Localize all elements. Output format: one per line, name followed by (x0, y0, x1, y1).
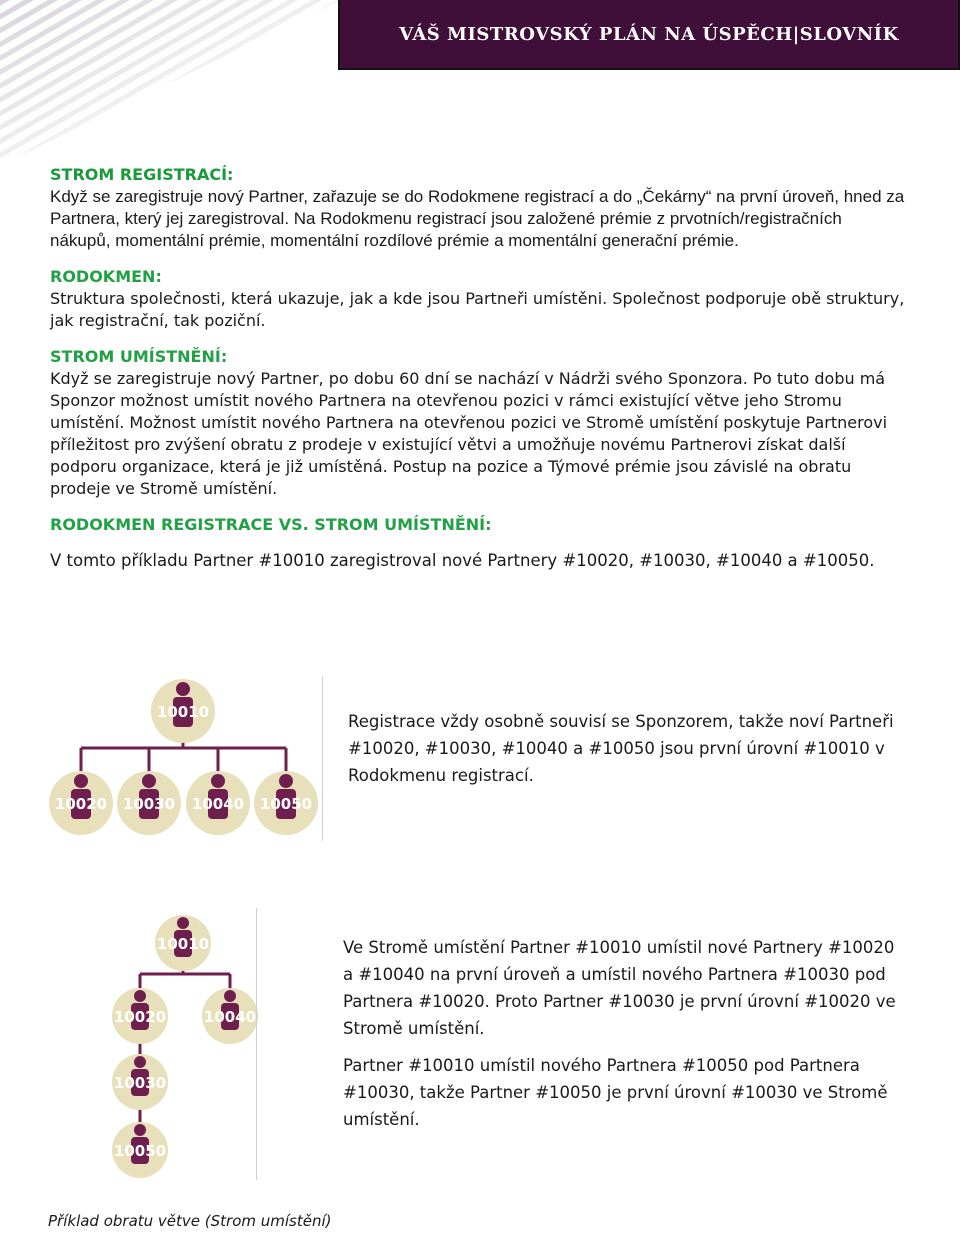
description-text: Registrace vždy osobně souvisí se Sponzorem, takže noví Partneři #10020, #10030, #10040 a #10050 jsou první úrovní #10010 v Rodokmenu registrací. (348, 712, 894, 785)
corner-stripe-pattern (0, 0, 340, 165)
registration-tree-diagram (46, 676, 324, 841)
header-title: VÁŠ MISTROVSKÝ PLÁN NA ÚSPĚCH|SLOVNÍK (399, 23, 899, 45)
section-strom-registraci (50, 164, 906, 252)
header-bar (338, 0, 960, 70)
node-label: 10050 (113, 1142, 167, 1160)
tree-node (254, 771, 318, 835)
section-heading: STROM UMÍSTNĚNÍ: (50, 347, 228, 366)
tree-node (112, 988, 168, 1044)
divider-line (322, 676, 323, 841)
tree-node (155, 915, 211, 971)
registration-description (348, 708, 908, 789)
content (50, 164, 906, 586)
section-strom-umistneni (50, 346, 906, 500)
figure-caption: Příklad obratu větve (Strom umístění) (48, 1212, 332, 1230)
tree-node (117, 771, 181, 835)
tree-node (202, 988, 258, 1044)
section-text: Struktura společnosti, která ukazuje, jak a kde jsou Partneři umístěni. Společnost podporuje obě struktury, jak registrační, tak poziční. (50, 289, 905, 330)
node-label: 10050 (259, 795, 313, 813)
divider-line (256, 908, 257, 1180)
section-heading: STROM REGISTRACÍ: (50, 165, 234, 184)
node-label: 10020 (54, 795, 108, 813)
description-text: Ve Stromě umístění Partner #10010 umístil nové Partnery #10020 a #10040 na první úroveň a umístil nového Partnera #10030 pod Partnera #10020. Proto Partner #10030 je první úrovní #10020 ve Stromě umístění. (343, 938, 896, 1038)
tree-node (186, 771, 250, 835)
section-rodokmen-vs (50, 514, 906, 572)
tree-node (112, 1122, 168, 1178)
section-text: Když se zaregistruje nový Partner, po dobu 60 dní se nachází v Nádrži svého Sponzora. Po tuto dobu má Sponzor možnost umístit nového Partnera na otevřenou pozici v rámci existující větve jeho Stromu umístění. Možnost umístit nového Partnera na otevřenou pozici ve Stromě umístění poskytuje Partnerovi příležitost pro zvýšení obratu z prodeje v existující větvi a umožňuje novému Partnerovi získat další podporu organizace, která je již umístěná. Postup na pozice a Týmové prémie jsou závislé na obratu prodeje ve Stromě umístění. (50, 369, 888, 498)
placement-description (343, 934, 903, 1133)
section-text: Když se zaregistruje nový Partner, zařazuje se do Rodokmene registrací a do „Čekárny“ na první úroveň, hned za Partnera, který jej zaregistroval. Na Rodokmenu registrací jsou založené prémie z prvotních/registračních nákupů, momentální prémie, momentální rozdílové prémie a momentální generační prémie. (50, 187, 905, 250)
placement-tree-diagram (108, 908, 258, 1186)
node-label: 10040 (203, 1008, 257, 1026)
description-text: Partner #10010 umístil nového Partnera #10050 pod Partnera #10030, takže Partner #10050 je první úrovní #10030 ve Stromě umístění. (343, 1056, 888, 1129)
tree-node (151, 679, 215, 743)
node-label: 10010 (156, 935, 210, 953)
node-label: 10020 (113, 1008, 167, 1026)
example-text: V tomto příkladu Partner #10010 zaregistroval nové Partnery #10020, #10030, #10040 a #10050. (50, 551, 875, 570)
node-label: 10030 (113, 1074, 167, 1092)
section-rodokmen (50, 266, 906, 332)
node-label: 10040 (191, 795, 245, 813)
tree-node (49, 771, 113, 835)
node-label: 10030 (122, 795, 176, 813)
tree-node (112, 1054, 168, 1110)
node-label: 10010 (156, 703, 210, 721)
section-heading: RODOKMEN REGISTRACE VS. STROM UMÍSTNĚNÍ: (50, 515, 492, 534)
section-heading: RODOKMEN: (50, 267, 162, 286)
